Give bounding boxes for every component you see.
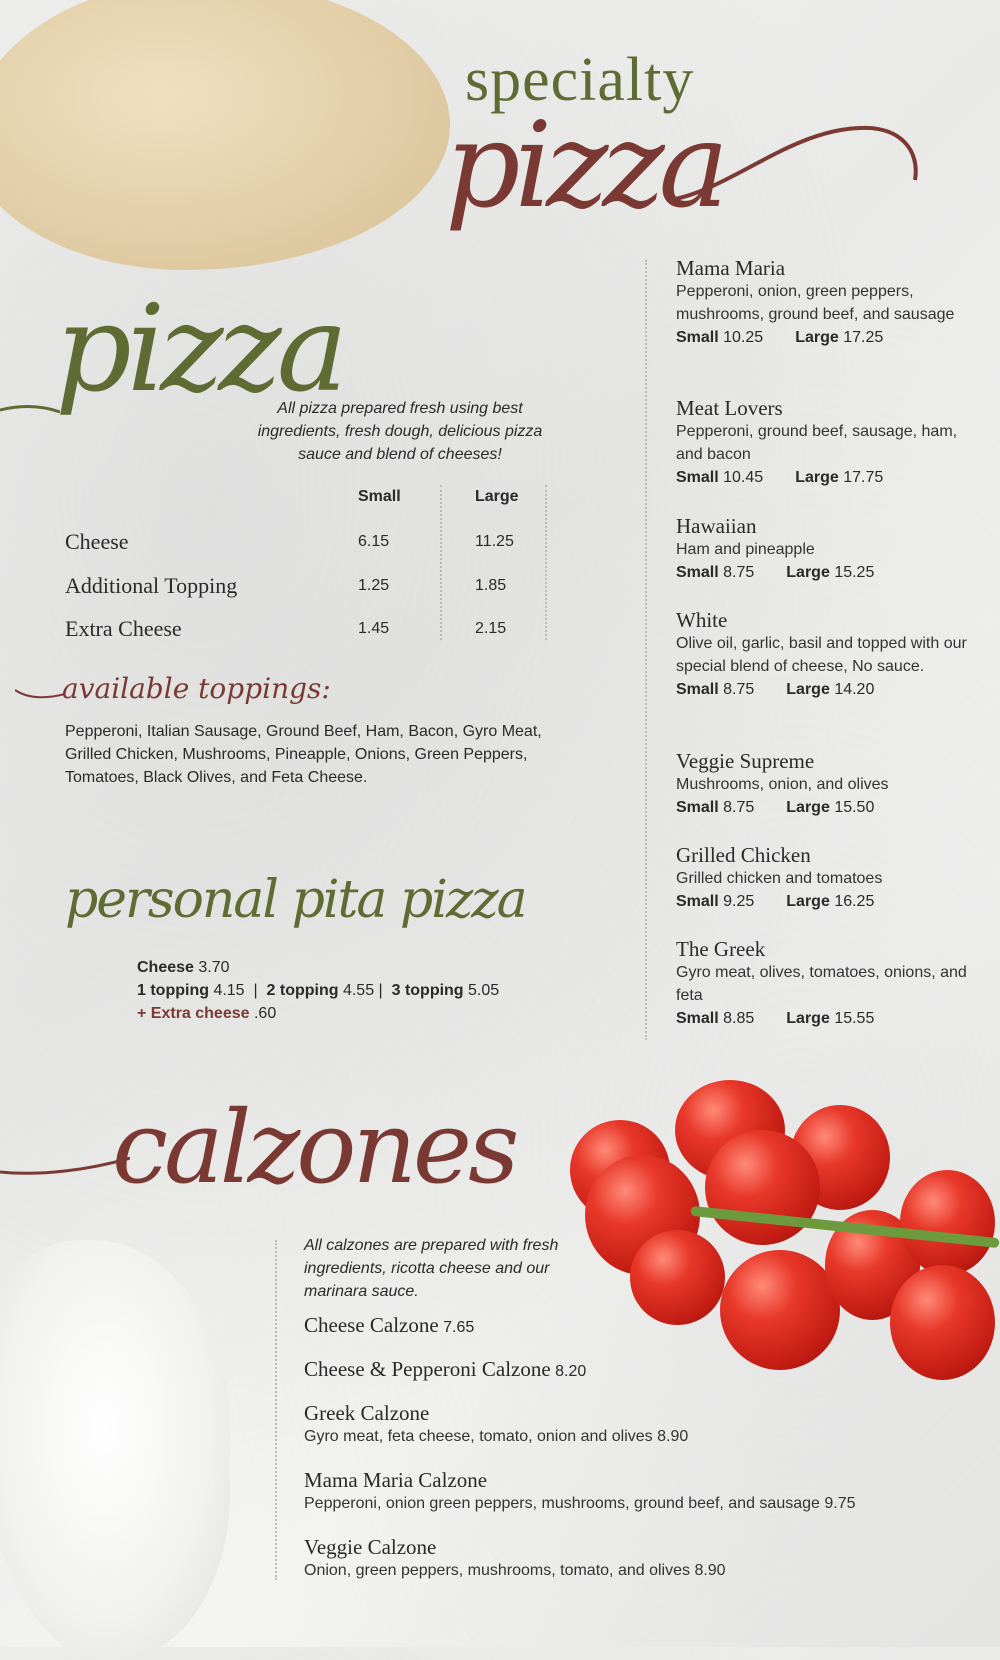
- pita-cheese-label: Cheese: [137, 959, 194, 976]
- calzone-name: Cheese Calzone: [304, 1313, 439, 1337]
- small-price: 10.25: [723, 329, 764, 346]
- small-price: 8.75: [723, 799, 755, 816]
- pizza-dough-image: [0, 0, 450, 270]
- small-label: Small: [676, 681, 719, 698]
- small-price: 8.85: [723, 1010, 755, 1027]
- specialty-item: [676, 937, 976, 1031]
- large-price: 15.55: [834, 1010, 875, 1027]
- specialty-item-desc: Grilled chicken and tomatoes: [676, 870, 883, 887]
- pita-2-topping-price: 4.55: [342, 982, 375, 999]
- toppings-title: available toppings:: [62, 672, 331, 705]
- pita-3-topping-label: 3 topping: [391, 982, 464, 999]
- specialty-item-name: Veggie Supreme: [676, 749, 815, 773]
- specialty-item: [676, 749, 976, 820]
- pita-title: personal pita pizza: [65, 870, 526, 930]
- specialty-item-desc: Pepperoni, onion, green peppers, mushrooms, ground beef, and sausage: [676, 283, 955, 323]
- specialty-item-prices: [676, 561, 976, 585]
- pita-3-topping-price: 5.05: [468, 982, 500, 999]
- table-row: [60, 616, 560, 656]
- calzones-title: calzones: [112, 1089, 516, 1206]
- row-name: Additional Topping: [65, 573, 238, 598]
- calzone-item: [304, 1313, 944, 1337]
- flourish-swash: [670, 120, 930, 210]
- calzone-price: 8.20: [555, 1363, 587, 1380]
- specialty-item-name: Hawaiian: [676, 514, 757, 538]
- large-label: Large: [786, 564, 830, 581]
- specialty-item: [676, 256, 976, 350]
- large-label: Large: [795, 329, 839, 346]
- row-large: 2.15: [475, 620, 507, 637]
- row-small: 1.45: [358, 620, 390, 637]
- specialty-pizza-script: pizza: [445, 96, 723, 234]
- calzone-name: Greek Calzone: [304, 1401, 430, 1425]
- large-label: Large: [795, 469, 839, 486]
- row-small: 1.25: [358, 577, 390, 594]
- calzone-item: [304, 1468, 944, 1515]
- large-price: 14.20: [834, 681, 875, 698]
- calzone-desc: [304, 1425, 944, 1448]
- large-label: Large: [786, 799, 830, 816]
- small-label: Small: [676, 893, 719, 910]
- specialty-item-name: Grilled Chicken: [676, 843, 811, 867]
- ricotta-cheese-image: [0, 1240, 230, 1660]
- calzone-desc: [304, 1559, 944, 1582]
- toppings-swash: [15, 682, 65, 702]
- specialty-heading: specialty: [465, 46, 695, 114]
- calzone-name: Mama Maria Calzone: [304, 1468, 488, 1492]
- cherry-tomatoes-image: [570, 1080, 1000, 1390]
- small-price: 10.45: [723, 469, 764, 486]
- small-label: Small: [676, 1010, 719, 1027]
- small-label: Small: [676, 469, 719, 486]
- specialty-item-name: White: [676, 608, 728, 632]
- calzone-price: 8.90: [694, 1562, 726, 1579]
- large-price: 16.25: [834, 893, 875, 910]
- pita-2-topping-label: 2 topping: [266, 982, 339, 999]
- table-row: [60, 529, 560, 569]
- specialty-item-name: Meat Lovers: [676, 396, 783, 420]
- calzone-name: Cheese & Pepperoni Calzone: [304, 1357, 551, 1381]
- calzone-price: 9.75: [824, 1495, 856, 1512]
- calzone-desc-text: Pepperoni, onion green peppers, mushrooms, ground beef, and sausage: [304, 1495, 820, 1512]
- small-label: Small: [676, 564, 719, 581]
- pita-extra-price: .60: [253, 1005, 277, 1022]
- row-large: 11.25: [475, 533, 514, 550]
- specialty-item-desc: Gyro meat, olives, tomatoes, onions, and feta: [676, 964, 967, 1004]
- row-name: Cheese: [65, 529, 129, 554]
- specialty-item-name: The Greek: [676, 937, 766, 961]
- specialty-item-prices: [676, 678, 976, 702]
- specialty-item: [676, 514, 976, 585]
- col-large-header: Large: [475, 488, 519, 505]
- calzone-price: 7.65: [443, 1319, 475, 1336]
- specialty-item: [676, 396, 976, 490]
- pita-1-topping-price: 4.15: [213, 982, 245, 999]
- pita-prices: Cheese 3.70 1 topping 4.15 | 2 topping 4.55 | 3 topping 5.05 + Extra cheese .60: [137, 959, 500, 1022]
- row-name: Extra Cheese: [65, 616, 182, 641]
- row-large: 1.85: [475, 577, 507, 594]
- calzone-desc: [304, 1492, 944, 1515]
- large-price: 17.25: [843, 329, 884, 346]
- large-label: Large: [786, 681, 830, 698]
- specialty-item-prices: [676, 890, 976, 914]
- specialty-item: [676, 608, 976, 702]
- specialty-item-desc: Pepperoni, ground beef, sausage, ham, and bacon: [676, 423, 958, 463]
- pizza-intro: All pizza prepared fresh using best ingredients, fresh dough, delicious pizza sauce and blend of cheeses!: [257, 400, 543, 463]
- pizza-section-title: pizza: [55, 280, 344, 419]
- large-label: Large: [786, 1010, 830, 1027]
- calzone-item: [304, 1357, 944, 1381]
- toppings-text: Pepperoni, Italian Sausage, Ground Beef, Ham, Bacon, Gyro Meat, Grilled Chicken, Mushrooms, Pineapple, Onions, Green Peppers, Tomatoes, Black Olives, and Feta Cheese.: [65, 723, 542, 786]
- calzone-item: [304, 1401, 944, 1448]
- calzone-name: Veggie Calzone: [304, 1535, 437, 1559]
- row-small: 6.15: [358, 533, 390, 550]
- col-small-header: Small: [358, 488, 401, 505]
- specialty-item-desc: Ham and pineapple: [676, 541, 815, 558]
- small-price: 8.75: [723, 564, 755, 581]
- pita-cheese-price: 3.70: [198, 959, 230, 976]
- pizza-swash: [0, 400, 60, 420]
- small-label: Small: [676, 329, 719, 346]
- specialty-item-desc: Olive oil, garlic, basil and topped with our special blend of cheese, No sauce.: [676, 635, 967, 675]
- specialty-item-prices: [676, 466, 976, 490]
- large-price: 17.75: [843, 469, 884, 486]
- small-price: 8.75: [723, 681, 755, 698]
- specialty-item-prices: [676, 1007, 976, 1031]
- calzones-intro: All calzones are prepared with fresh ingredients, ricotta cheese and our marinara sauce.: [304, 1237, 559, 1300]
- large-price: 15.50: [834, 799, 875, 816]
- specialty-item-prices: [676, 796, 976, 820]
- small-price: 9.25: [723, 893, 755, 910]
- calzone-desc-text: Onion, green peppers, mushrooms, tomato, and olives: [304, 1562, 690, 1579]
- large-label: Large: [786, 893, 830, 910]
- calzone-price: 8.90: [657, 1428, 689, 1445]
- small-label: Small: [676, 799, 719, 816]
- specialty-item-prices: [676, 326, 976, 350]
- specialty-item-desc: Mushrooms, onion, and olives: [676, 776, 889, 793]
- pita-extra-label: + Extra cheese: [137, 1005, 250, 1022]
- calzones-divider: [275, 1240, 277, 1580]
- calzones-swash: [0, 1150, 130, 1180]
- specialty-item: [676, 843, 976, 914]
- pita-1-topping-label: 1 topping: [137, 982, 209, 999]
- calzone-desc-text: Gyro meat, feta cheese, tomato, onion and olives: [304, 1428, 653, 1445]
- specialty-divider: [645, 260, 647, 1040]
- table-row: [60, 573, 560, 613]
- specialty-item-name: Mama Maria: [676, 256, 786, 280]
- large-price: 15.25: [834, 564, 875, 581]
- calzone-item: [304, 1535, 944, 1582]
